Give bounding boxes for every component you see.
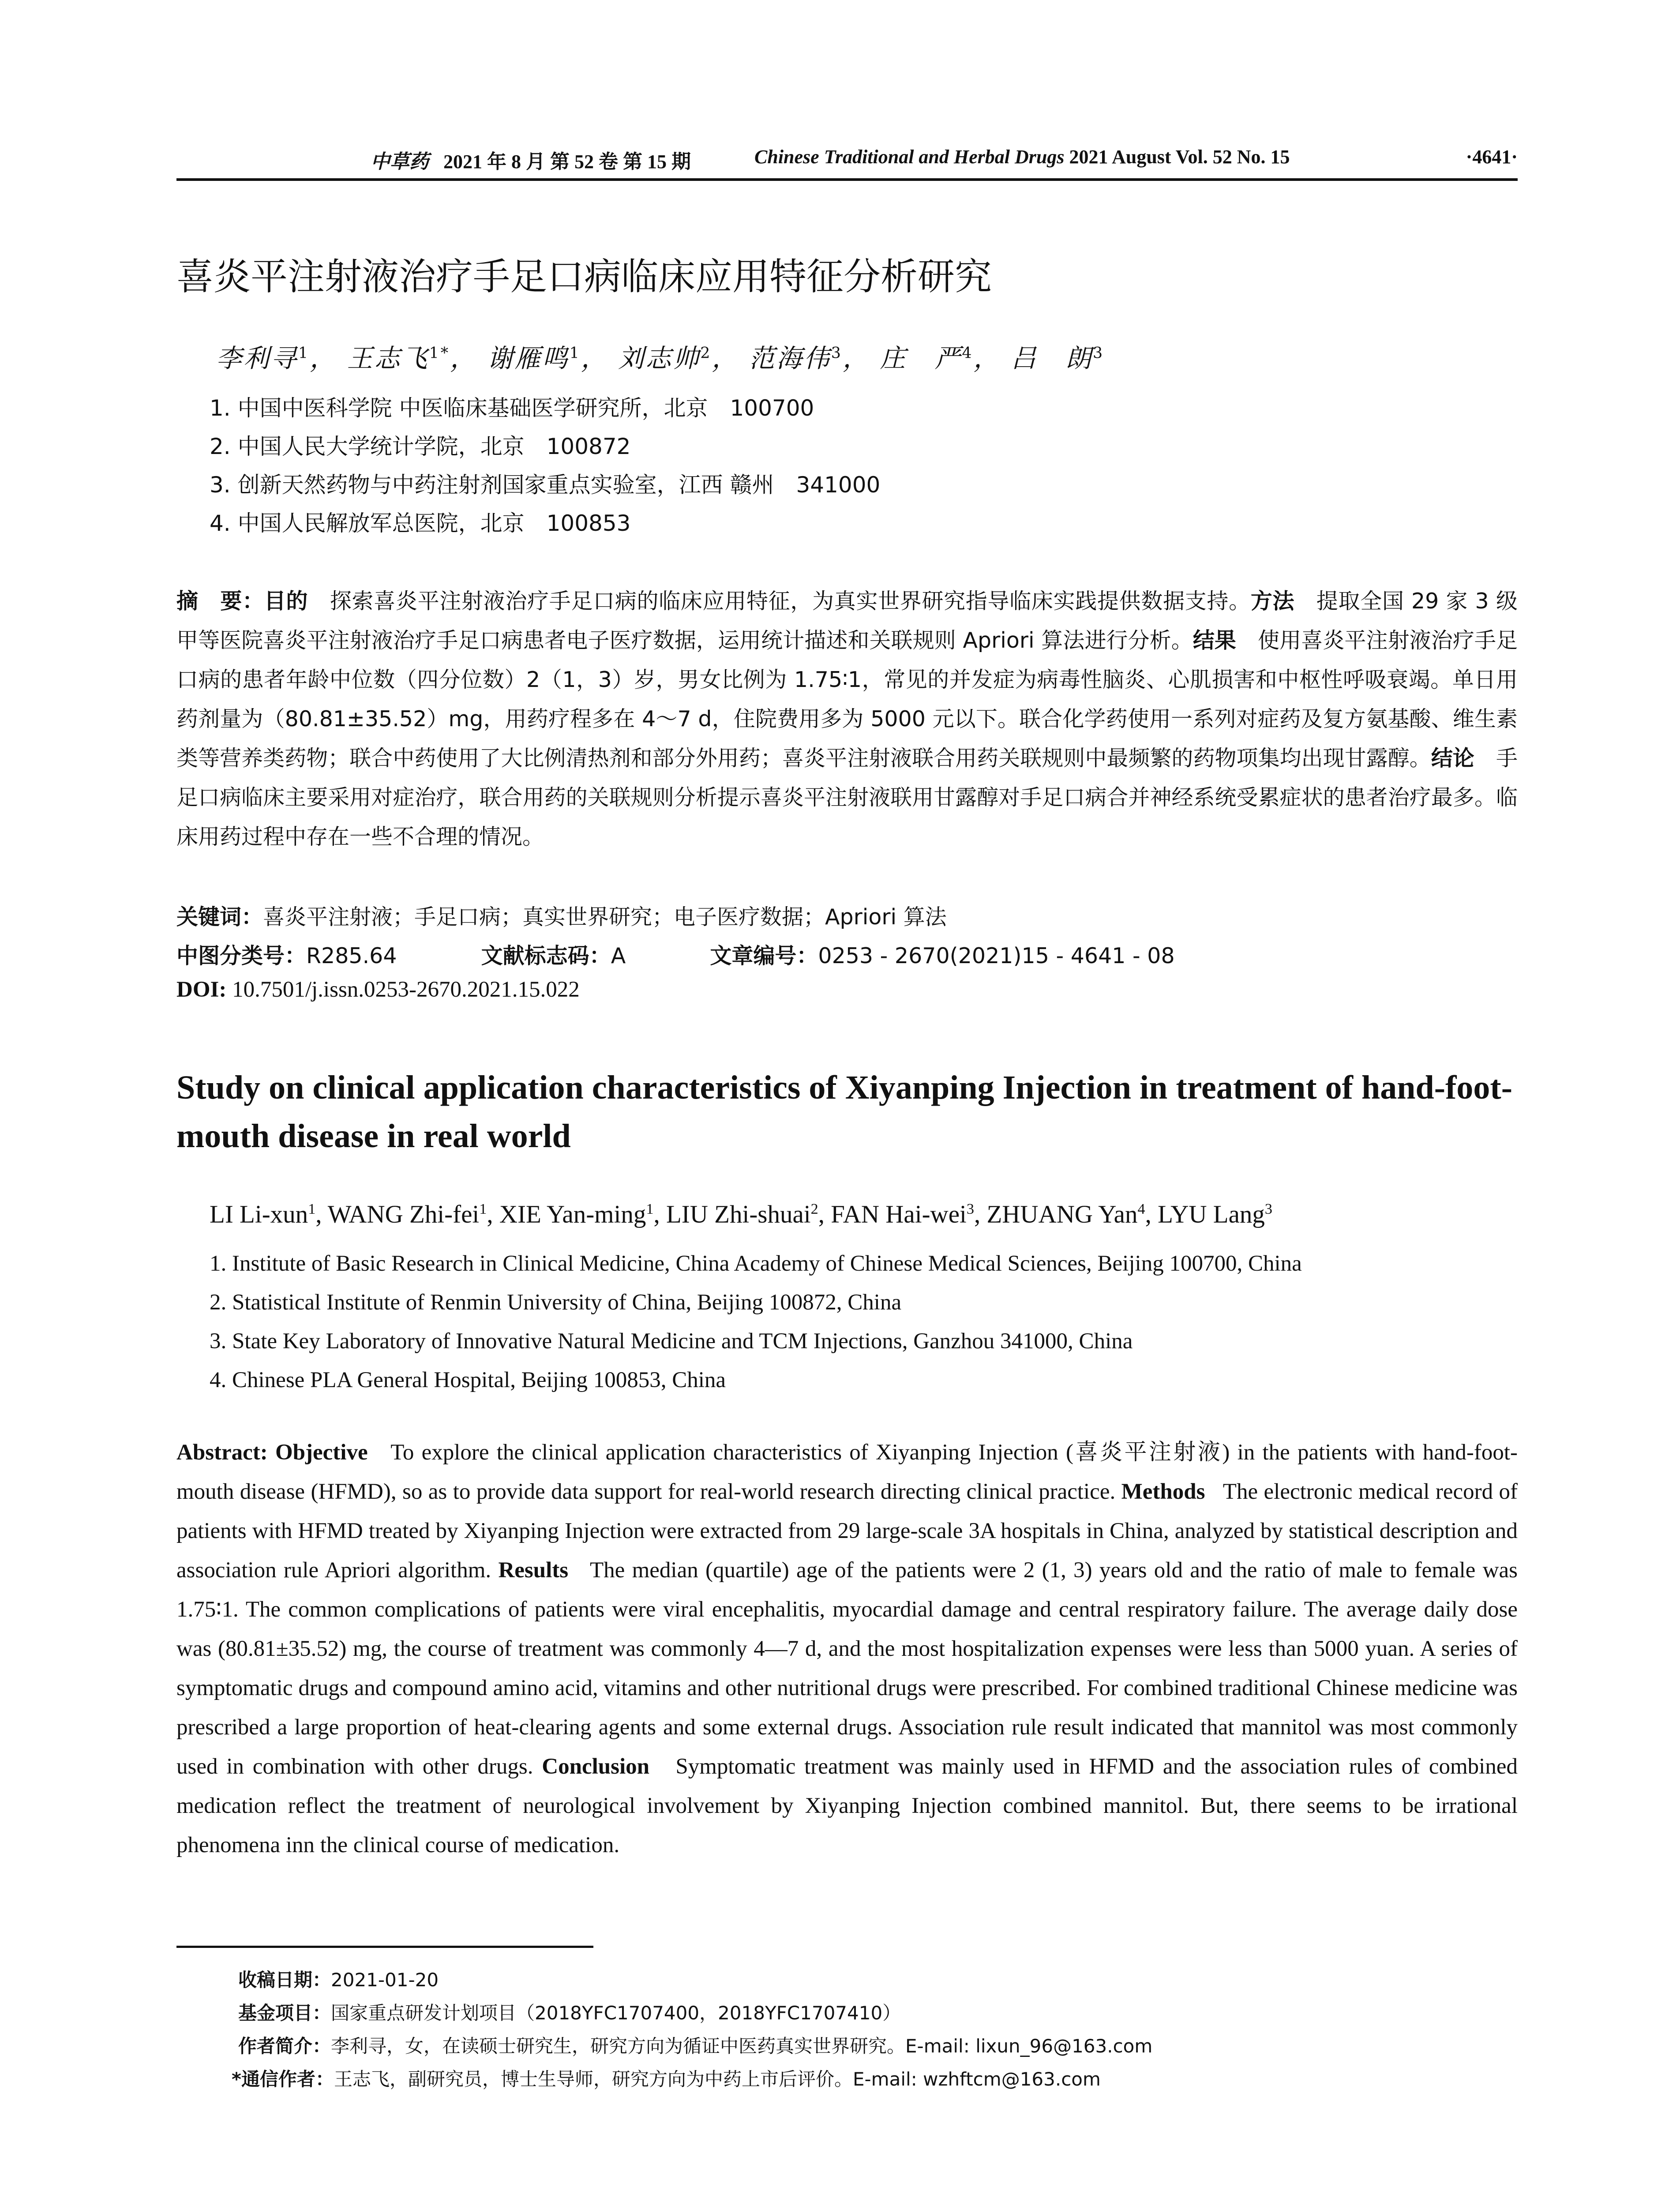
keywords	[176, 900, 947, 931]
cn-author-sup: 3	[831, 344, 843, 362]
cn-author-sup: 1	[569, 344, 581, 362]
en-results-label: Results	[498, 1558, 569, 1583]
en-author-sup: 2	[810, 1201, 818, 1217]
footnote-label: 基金项目：	[238, 2002, 331, 2024]
en-authors: LI Li-xun$^1$, WANG Zhi-fei$^1$, XIE Yan-ming$^1$, LIU Zhi-shuai$^2$, FAN Hai-wei$^3$, ZHUANG Yan$^4$, LYU Lang$^3$	[210, 1201, 1272, 1228]
cn-author: 谢雁鸣	[487, 343, 570, 373]
doc-code-label: 文献标志码：	[481, 943, 611, 968]
en-author-sup: 1	[479, 1201, 487, 1217]
page-number: ·4641·	[1466, 146, 1518, 168]
cn-author-sup: 2	[700, 344, 712, 362]
footnote-label: *通信作者：	[232, 2068, 334, 2090]
cn-abstract	[176, 582, 1518, 856]
cn-author-sup: 3	[1092, 344, 1105, 362]
en-abstract-label: Abstract:	[176, 1440, 268, 1465]
footnote-text: 2021-01-20	[331, 1969, 439, 1991]
footnote-text: 王志飞，副研究员，博士生导师，研究方向为中药上市后评价。E-mail: wzhftcm@163.com	[334, 2068, 1101, 2090]
article-no-label: 文章编号：	[710, 943, 818, 968]
en-affiliation: 3. State Key Laboratory of Innovative Natural Medicine and TCM Injections, Ganzhou 341000, China	[210, 1329, 1133, 1354]
cn-affiliation: 2. 中国人民大学统计学院，北京 100872	[210, 434, 631, 459]
en-author: LI Li-xun	[210, 1201, 308, 1228]
en-author: XIE Yan-ming	[499, 1201, 646, 1228]
cn-affiliation: 3. 创新天然药物与中药注射剂国家重点实验室，江西 赣州 341000	[210, 472, 881, 498]
clc-label: 中图分类号：	[176, 943, 307, 968]
footnote-label: 收稿日期：	[238, 1969, 331, 1991]
en-title: Study on clinical application characteristics of Xiyanping Injection in treatment of hand-foot-mouth disease in real world	[176, 1069, 1513, 1155]
issue-cn: 2021 年 8 月 第 52 卷 第 15 期	[443, 151, 691, 173]
en-author-sup: 1	[646, 1201, 654, 1217]
cn-methods-text: 提取全国 29 家 3 级甲等医院喜炎平注射液治疗手足口病患者电子医疗数据，运用统计描述和关联规则 Apriori 算法进行分析。	[176, 589, 1518, 653]
journal-name-en: Chinese Traditional and Herbal Drugs	[754, 146, 1065, 168]
cn-author-sup: 4	[962, 344, 974, 362]
footnote-label: 作者简介：	[238, 2035, 331, 2057]
keywords-value: 喜炎平注射液；手足口病；真实世界研究；电子医疗数据；Apriori 算法	[263, 904, 947, 930]
cn-title: 喜炎平注射液治疗手足口病临床应用特征分析研究	[176, 255, 992, 298]
header-rule	[176, 178, 1518, 181]
journal-name-cn: 中草药	[371, 150, 429, 173]
en-author-sup: 3	[966, 1201, 974, 1217]
cn-author-sup: 1	[298, 344, 310, 362]
doi	[176, 977, 580, 1002]
clc-value: R285.64	[306, 943, 397, 968]
en-objective-text: To explore the clinical application characteristics of Xiyanping Injection (喜炎平注射液) in the patients with hand-foot-mouth disease (HFMD), so as to provide data support for real-world research directing clinical practice.	[176, 1440, 1518, 1504]
en-results-text: The median (quartile) age of the patients were 2 (1, 3) years old and the ratio of male to female was 1.75∶1. The common complications of patients were viral encephalitis, myocardial damage and central respiratory failure. The average daily dose was (80.81±35.52) mg, the course of treatment was commonly 4—7 d, and the most hospitalization expenses were less than 5000 yuan. A series of symptomatic drugs and compound amino acid, vitamins and other nutritional drugs were prescribed. For combined traditional Chinese medicine was prescribed a large proportion of heat-clearing agents and some external drugs. Association rule result indicated that mannitol was most commonly used in combination with other drugs.	[176, 1558, 1518, 1779]
en-author: LIU Zhi-shuai	[666, 1201, 811, 1228]
footnote-rule	[176, 1946, 593, 1948]
en-conclusion-label: Conclusion	[542, 1754, 650, 1779]
classification	[176, 939, 1175, 970]
doc-code-value: A	[611, 943, 626, 968]
en-objective-label: Objective	[275, 1440, 368, 1465]
en-author-sup: 1	[308, 1201, 316, 1217]
cn-methods-label: 方法	[1250, 589, 1295, 614]
en-affiliation: 2. Statistical Institute of Renmin University of China, Beijing 100872, China	[210, 1290, 902, 1315]
footnote-text: 国家重点研发计划项目（2018YFC1707400，2018YFC1707410）	[331, 2002, 901, 2024]
footnote-corresponding	[232, 2065, 1101, 2091]
article-no-value: 0253 - 2670(2021)15 - 4641 - 08	[818, 943, 1175, 968]
en-author: FAN Hai-wei	[831, 1201, 967, 1228]
cn-conclusion-text: 手足口病临床主要采用对症治疗，联合用药的关联规则分析提示喜炎平注射液联用甘露醇对手足口病合并神经系统受累症状的患者治疗最多。临床用药过程中存在一些不合理的情况。	[176, 746, 1518, 849]
cn-authors: 李利寻$^1$， 王志飞$^{1*}$， 谢雁鸣$^1$， 刘志帅$^2$， 范海伟$^3$， 庄 严$^4$， 吕 朗$^3$	[216, 343, 1105, 373]
keywords-label: 关键词：	[176, 904, 263, 930]
en-conclusion-text: Symptomatic treatment was mainly used in HFMD and the association rules of combined medication reflect the treatment of neurological involvement by Xiyanping Injection combined mannitol. But, there seems to be irrational phenomena inn the clinical course of medication.	[176, 1754, 1518, 1857]
cn-author: 庄 严	[880, 343, 962, 373]
en-abstract	[176, 1433, 1518, 1865]
issue-en: 2021 August Vol. 52 No. 15	[1069, 146, 1290, 168]
footnote-funding	[238, 1999, 901, 2025]
en-author-sup: 3	[1264, 1201, 1272, 1217]
cn-abstract-label: 摘 要：	[176, 589, 264, 614]
cn-objective-label: 目的	[264, 589, 308, 614]
cn-affiliation: 4. 中国人民解放军总医院，北京 100853	[210, 510, 631, 536]
cn-author: 范海伟	[749, 343, 831, 373]
en-author: WANG Zhi-fei	[327, 1201, 480, 1228]
en-methods-text: The electronic medical record of patients with HFMD treated by Xiyanping Injection were extracted from 29 large-scale 3A hospitals in China, analyzed by statistical description and association rule Apriori algorithm.	[176, 1479, 1518, 1583]
header-en	[754, 146, 1290, 168]
cn-author-sup: 1*	[429, 344, 450, 362]
doi-value[interactable]: 10.7501/j.issn.0253-2670.2021.15.022	[232, 977, 580, 1002]
footnote-received	[238, 1966, 439, 1992]
cn-author: 李利寻	[216, 343, 299, 373]
en-methods-label: Methods	[1121, 1479, 1205, 1504]
en-affiliation: 4. Chinese PLA General Hospital, Beijing 100853, China	[210, 1368, 726, 1392]
en-author: ZHUANG Yan	[986, 1201, 1138, 1228]
footnote-text: 李利寻，女，在读硕士研究生，研究方向为循证中医药真实世界研究。E-mail: lixun_96@163.com	[331, 2035, 1153, 2057]
cn-results-label: 结果	[1192, 628, 1237, 653]
en-author: LYU Lang	[1158, 1201, 1265, 1228]
running-header	[176, 146, 1518, 175]
cn-affiliation: 1. 中国中医科学院 中医临床基础医学研究所，北京 100700	[210, 395, 814, 421]
cn-results-text: 使用喜炎平注射液治疗手足口病的患者年龄中位数（四分位数）2（1，3）岁，男女比例为 1.75∶1，常见的并发症为病毒性脑炎、心肌损害和中枢性呼吸衰竭。单日用药剂量为（80.81±35.52）mg，用药疗程多在 4～7 d，住院费用多为 5000 元以下。联合化学药使用一系列对症药及复方氨基酸、维生素类等营养类药物；联合中药使用了大比例清热剂和部分外用药；喜炎平注射液联合用药关联规则中最频繁的药物项集均出现甘露醇。	[176, 628, 1518, 771]
cn-conclusion-label: 结论	[1431, 746, 1474, 771]
doi-label: DOI:	[176, 977, 227, 1002]
header-cn	[371, 146, 691, 174]
cn-objective-text: 探索喜炎平注射液治疗手足口病的临床应用特征，为真实世界研究指导临床实践提供数据支持。	[330, 589, 1251, 614]
footnote-author-bio	[238, 2032, 1152, 2058]
cn-author: 刘志帅	[618, 343, 701, 373]
cn-author: 吕 朗	[1010, 343, 1093, 373]
cn-author: 王志飞	[347, 343, 429, 373]
en-affiliation: 1. Institute of Basic Research in Clinical Medicine, China Academy of Chinese Medical Sciences, Beijing 100700, China	[210, 1251, 1302, 1276]
en-author-sup: 4	[1137, 1201, 1145, 1217]
